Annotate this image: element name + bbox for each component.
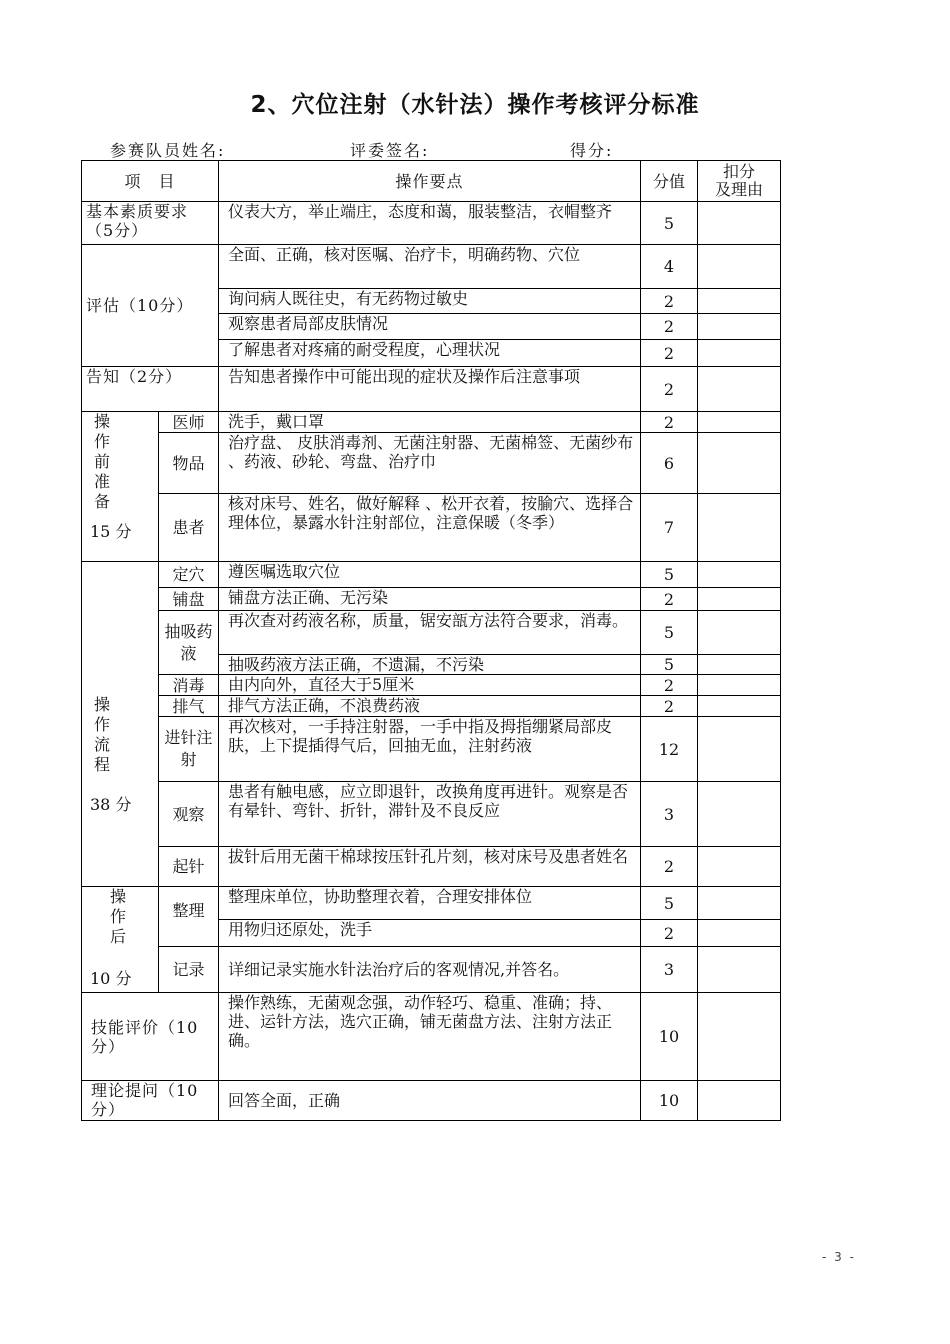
assessment-text: 全面、正确，核对医嘱、治疗卡，明确药物、穴位 [219, 245, 641, 289]
sub-item-score: 5 [641, 562, 698, 588]
operation-process-char: 流 [94, 734, 111, 754]
table-row [82, 494, 781, 562]
table-row [82, 782, 781, 847]
sub-item-label: 患者 [159, 494, 219, 562]
pre-operation-char: 准 [94, 472, 111, 491]
sub-item-text: 抽吸药液方法正确，不遗漏，不污染 [219, 655, 641, 675]
table-row [82, 562, 781, 588]
deduction-cell[interactable] [698, 289, 781, 314]
sub-item-label: 排气 [159, 696, 219, 717]
sub-item-score: 5 [641, 611, 698, 655]
sub-item-text: 核对床号、姓名，做好解释 、松开衣着，按腧穴、选择合理体位，暴露水针注射部位，注意保暖（冬季） [219, 494, 641, 562]
sub-item-label: 物品 [159, 433, 219, 494]
sub-item-label: 定穴 [159, 562, 219, 588]
deduction-cell[interactable] [698, 588, 781, 611]
sub-item-score: 5 [641, 887, 698, 920]
deduction-cell[interactable] [698, 782, 781, 847]
sub-item-label: 医师 [159, 412, 219, 433]
scoring-table [81, 160, 781, 1121]
table-row [82, 696, 781, 717]
header-deduction [698, 161, 781, 202]
table-header-row [82, 161, 781, 202]
sub-item-label: 抽吸药液 [159, 611, 219, 675]
pre-operation-score-total: 15 分 [90, 522, 132, 541]
post-operation-score-total: 10 分 [90, 969, 132, 988]
sub-item-label: 进针注射 [159, 717, 219, 782]
sub-item-text: 整理床单位，协助整理衣着，合理安排体位 [219, 887, 641, 920]
assessment-text: 了解患者对疼痛的耐受程度，心理状况 [219, 340, 641, 367]
sub-item-text: 遵医嘱选取穴位 [219, 562, 641, 588]
table-row [82, 433, 781, 494]
sub-item-score: 2 [641, 696, 698, 717]
header-deduction-line2: 及理由 [715, 180, 764, 199]
deduction-cell[interactable] [698, 202, 781, 245]
judge-signature-label: 评委签名: [350, 141, 430, 160]
table-row [82, 588, 781, 611]
sub-item-text: 拔针后用无菌干棉球按压针孔片刻，核对床号及患者姓名 [219, 847, 641, 887]
table-row [82, 1081, 781, 1121]
page-title: 2、穴位注射（水针法）操作考核评分标准 [250, 92, 700, 118]
pre-operation-label [82, 412, 159, 562]
sub-item-text: 治疗盘、 皮肤消毒剂、无菌注射器、无菌棉签、无菌纱布 、药液、砂轮、弯盘、治疗巾 [219, 433, 641, 494]
table-row [82, 412, 781, 433]
sub-item-score: 2 [641, 588, 698, 611]
header-points: 操作要点 [219, 161, 641, 202]
assessment-score: 4 [641, 245, 698, 289]
pre-operation-char: 备 [94, 492, 111, 511]
table-row [82, 675, 781, 696]
sub-item-score: 6 [641, 433, 698, 494]
sub-item-score: 2 [641, 412, 698, 433]
header-value: 分值 [641, 161, 698, 202]
page-number: - 3 - [822, 1250, 856, 1264]
deduction-cell[interactable] [698, 717, 781, 782]
deduction-cell[interactable] [698, 887, 781, 920]
sub-item-text: 患者有触电感，应立即退针，改换角度再进针。观察是否有晕针、弯针、折针，滞针及不良反应 [219, 782, 641, 847]
deduction-cell[interactable] [698, 947, 781, 993]
pre-operation-char: 操 [94, 412, 111, 431]
table-row [82, 717, 781, 782]
sub-item-text: 详细记录实施水针法治疗后的客观情况,并答名。 [219, 947, 641, 993]
sub-item-score: 3 [641, 782, 698, 847]
deduction-cell[interactable] [698, 494, 781, 562]
operation-process-char: 程 [94, 754, 111, 774]
sub-item-text: 再次查对药液名称，质量，锯安瓿方法符合要求，消毒。 [219, 611, 641, 655]
assessment-score: 2 [641, 340, 698, 367]
sub-item-text: 排气方法正确，不浪费药液 [219, 696, 641, 717]
deduction-cell[interactable] [698, 245, 781, 289]
header-deduction-line1: 扣分 [723, 162, 756, 181]
deduction-cell[interactable] [698, 611, 781, 655]
deduction-cell[interactable] [698, 433, 781, 494]
deduction-cell[interactable] [698, 412, 781, 433]
deduction-cell[interactable] [698, 993, 781, 1081]
table-row [82, 887, 781, 920]
skill-evaluation-label: 技能评价（10分） [82, 993, 219, 1081]
skill-evaluation-text: 操作熟练，无菌观念强，动作轻巧、稳重、准确；持、进、运针方法，选穴正确，铺无菌盘方法、注射方法正确。 [219, 993, 641, 1081]
team-member-name-label: 参赛队员姓名: [110, 141, 226, 160]
theory-question-text: 回答全面，正确 [219, 1081, 641, 1121]
deduction-cell[interactable] [698, 314, 781, 340]
post-operation-char: 后 [110, 927, 127, 946]
table-row [82, 245, 781, 289]
operation-process-char: 作 [94, 714, 111, 734]
deduction-cell[interactable] [698, 562, 781, 588]
deduction-cell[interactable] [698, 696, 781, 717]
theory-question-score: 10 [641, 1081, 698, 1121]
notify-score: 2 [641, 367, 698, 412]
operation-process-char: 操 [94, 694, 111, 714]
sub-item-label: 整理 [159, 887, 219, 947]
sub-item-score: 7 [641, 494, 698, 562]
sub-item-score: 12 [641, 717, 698, 782]
assessment-label: 评估（10分） [82, 245, 219, 367]
operation-process-score-total: 38 分 [90, 794, 132, 814]
sub-item-score: 2 [641, 847, 698, 887]
sub-item-text: 用物归还原处，洗手 [219, 920, 641, 947]
post-operation-label [82, 887, 159, 993]
assessment-text: 观察患者局部皮肤情况 [219, 314, 641, 340]
deduction-cell[interactable] [698, 847, 781, 887]
post-operation-char: 操 [110, 887, 127, 906]
deduction-cell[interactable] [698, 340, 781, 367]
sub-item-text: 铺盘方法正确、无污染 [219, 588, 641, 611]
sub-item-label: 记录 [159, 947, 219, 993]
sub-item-text: 由内向外，直径大于5厘米 [219, 675, 641, 696]
assessment-score: 2 [641, 289, 698, 314]
deduction-cell[interactable] [698, 367, 781, 412]
basic-quality-score: 5 [641, 202, 698, 245]
notify-label: 告知（2分） [82, 367, 219, 412]
assessment-text: 询问病人既往史，有无药物过敏史 [219, 289, 641, 314]
sub-item-text: 洗手，戴口罩 [219, 412, 641, 433]
deduction-cell[interactable] [698, 655, 781, 675]
notify-text: 告知患者操作中可能出现的症状及操作后注意事项 [219, 367, 641, 412]
table-row [82, 611, 781, 655]
header-item: 项 目 [82, 161, 219, 202]
sub-item-score: 5 [641, 655, 698, 675]
basic-quality-text: 仪表大方，举止端庄，态度和蔼，服装整洁，衣帽整齐 [219, 202, 641, 245]
theory-question-label: 理论提问（10分） [82, 1081, 219, 1121]
skill-evaluation-score: 10 [641, 993, 698, 1081]
sub-item-score: 3 [641, 947, 698, 993]
sub-item-score: 2 [641, 920, 698, 947]
table-row [82, 847, 781, 887]
sub-item-text: 再次核对，一手持注射器，一手中指及拇指绷紧局部皮肤，上下提插得气后，回抽无血，注射药液 [219, 717, 641, 782]
table-row [82, 947, 781, 993]
table-row [82, 202, 781, 245]
basic-quality-label: 基本素质要求（5分） [82, 202, 219, 245]
sub-item-label: 起针 [159, 847, 219, 887]
table-row [82, 993, 781, 1081]
operation-process-label [82, 562, 159, 887]
sub-item-label: 消毒 [159, 675, 219, 696]
pre-operation-char: 前 [94, 452, 111, 471]
pre-operation-char: 作 [94, 432, 111, 451]
deduction-cell[interactable] [698, 675, 781, 696]
assessment-score: 2 [641, 314, 698, 340]
deduction-cell[interactable] [698, 920, 781, 947]
score-label: 得分: [570, 141, 614, 160]
deduction-cell[interactable] [698, 1081, 781, 1121]
sub-item-score: 2 [641, 675, 698, 696]
sub-item-label: 观察 [159, 782, 219, 847]
post-operation-char: 作 [110, 907, 127, 926]
table-row [82, 367, 781, 412]
sub-item-label: 铺盘 [159, 588, 219, 611]
